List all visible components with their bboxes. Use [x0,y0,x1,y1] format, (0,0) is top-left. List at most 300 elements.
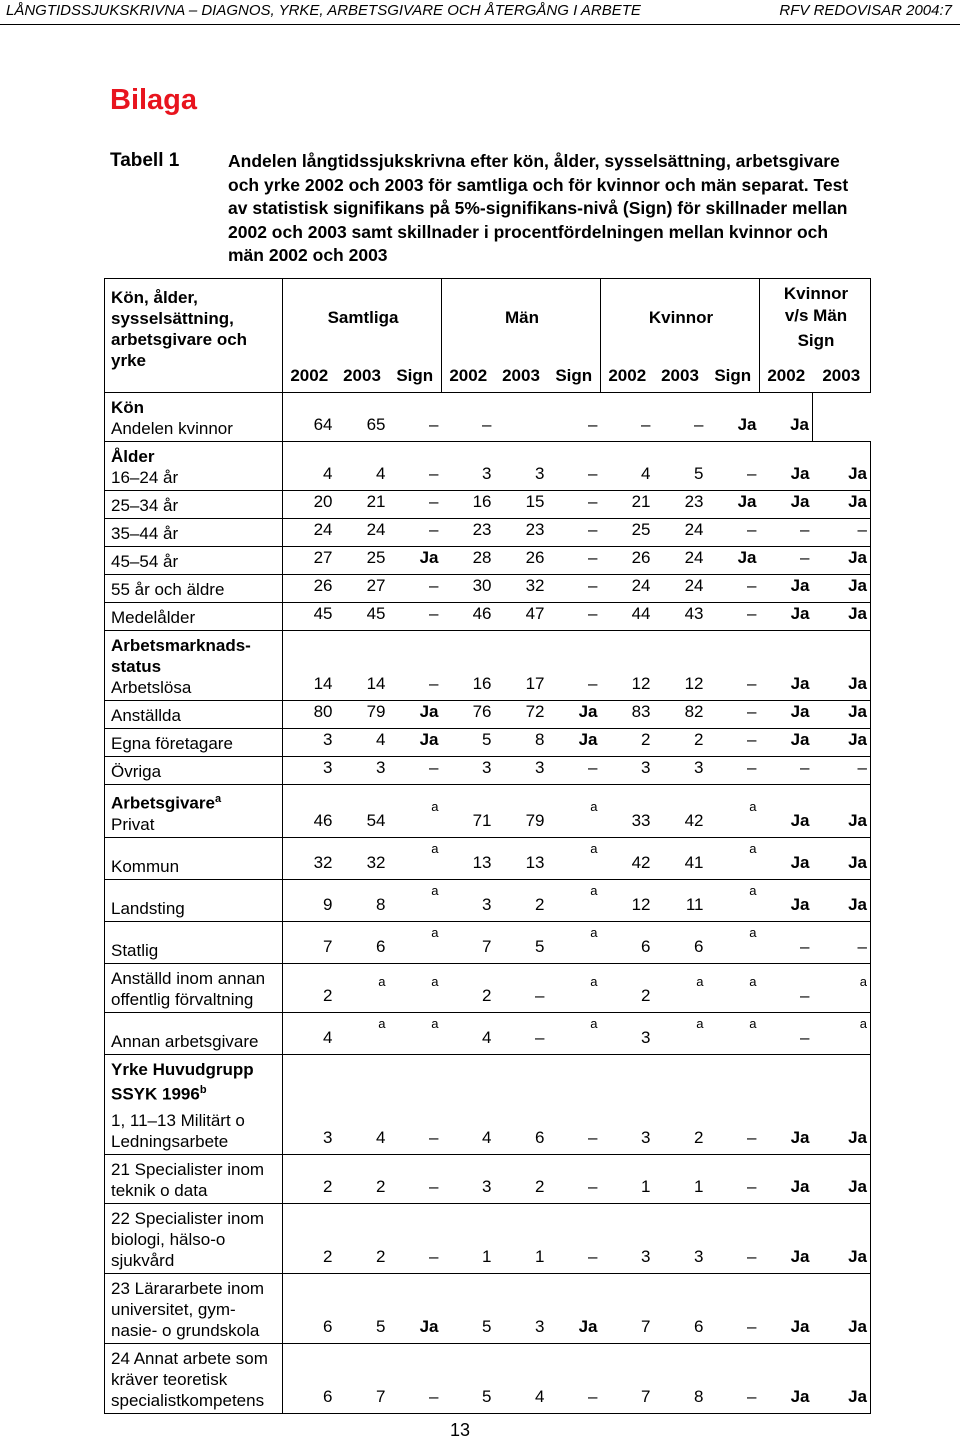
cell-value: – [760,757,813,785]
cell-value: 12 [654,631,707,701]
cell-value: 24 [654,519,707,547]
section-heading-text: Arbetsgivare [111,793,215,813]
year-header-sign: Sign [555,366,593,385]
cell-value: 7 [283,921,336,963]
row-label: 1, 11–13 Militärt o Ledningsarbete [111,1111,245,1152]
cell-value: – [548,603,601,631]
cell-value: – [548,1155,601,1204]
cell-value: 21 [601,491,654,519]
cell-value: Ja [760,785,813,838]
cell-value: 20 [283,491,336,519]
table-row [105,1274,871,1344]
row-label: 16–24 år [111,468,179,487]
row-label: Annan arbetsgivare [111,1031,259,1051]
cell-value: Ja [813,442,871,491]
cell-value: – [389,1155,442,1204]
section-heading [111,397,278,418]
row-label-cell [105,1155,283,1204]
row-label-cell [105,785,283,838]
row-label: Anställd inom annan offentlig förvaltning [111,968,266,1009]
table-row [105,1204,871,1274]
cell-value: – [707,729,760,757]
year-header-y2003: 2003 [502,366,540,385]
cell-value: Ja [760,631,813,701]
row-label: 22 Specialister inom biologi, hälso-o sjukvård [111,1209,265,1271]
cell-value: a [813,963,871,1012]
cell-value: – [389,1204,442,1274]
cell-value: 3 [283,1054,336,1155]
cell-value: Ja [813,491,871,519]
cell-value: 7 [336,1344,389,1414]
cell-value: Ja [760,1344,813,1414]
cell-value: – [707,1204,760,1274]
cell-value: 1 [495,1204,548,1274]
row-label: 21 Specialister inom teknik o data [111,1160,265,1201]
cell-value: – [760,963,813,1012]
cell-value: Ja [389,729,442,757]
header-kvinnor: Kvinnor [601,279,760,366]
cell-value: 44 [601,603,654,631]
cell-value: 23 [442,519,495,547]
cell-value: 13 [442,837,495,879]
header-samtliga: Samtliga [283,279,442,366]
cell-value: Ja [389,701,442,729]
cell-value: 6 [654,1274,707,1344]
cell-value: a [548,785,601,838]
running-header-report: RFV REDOVISAR 2004:7 [779,2,952,19]
header-kvinnor-vs-man [760,279,871,366]
cell-value: 32 [283,837,336,879]
row-label: Kommun [111,856,180,876]
cell-value: 3 [654,1204,707,1274]
cell-value: 9 [283,879,336,921]
table-row [105,519,871,547]
cell-value: 3 [442,879,495,921]
row-label-cell [105,879,283,921]
cell-value: 4 [336,442,389,491]
year-header-y2002: 2002 [601,365,654,393]
table-row [105,879,871,921]
cell-value: 64 [283,393,336,442]
cell-value: Ja [548,1274,601,1344]
row-label: 23 Lärararbete inom universitet, gym-nasie- o grundskola [111,1279,265,1341]
cell-value: Ja [813,879,871,921]
cell-value: – [760,519,813,547]
cell-value: 4 [442,1054,495,1155]
cell-value: – [495,963,548,1012]
row-label: Övriga [111,762,162,781]
header-man: Män [442,279,601,366]
cell-value: – [548,631,601,701]
row-label-cell [105,1344,283,1414]
row-label-cell [105,575,283,603]
row-label-cell [105,837,283,879]
cell-value: 32 [336,837,389,879]
cell-value: 71 [442,785,495,838]
cell-value: – [760,547,813,575]
data-table [104,278,871,1414]
row-label-cell [105,631,283,701]
year-header-y2002: 2002 [442,365,495,393]
row-label-cell [105,963,283,1012]
cell-value: Ja [389,1274,442,1344]
cell-value: a [389,963,442,1012]
row-label: Anställda [111,706,181,725]
cell-value: 32 [495,575,548,603]
cell-value: 46 [442,603,495,631]
cell-value: 12 [601,631,654,701]
cell-value: 3 [283,757,336,785]
cell-value: – [707,519,760,547]
cell-value: 11 [654,879,707,921]
cell-value: a [389,785,442,838]
cell-value: Ja [813,1155,871,1204]
row-label: Medelålder [111,608,196,627]
cell-value: 2 [442,963,495,1012]
cell-value: 3 [601,1012,654,1054]
cell-value: 25 [601,519,654,547]
cell-value: Ja [813,575,871,603]
cell-value: 4 [283,442,336,491]
footnote-marker: a [214,793,222,805]
cell-value: – [707,603,760,631]
cell-value: Ja [760,393,813,442]
year-header-y2003: 2003 [343,366,381,385]
cell-value: 4 [336,729,389,757]
row-label-cell [105,757,283,785]
running-header-title: LÅNGTIDSSJUKSKRIVNA – DIAGNOS, YRKE, ARBETSGIVARE OCH ÅTERGÅNG I ARBETE [6,2,641,19]
table-row [105,1054,871,1155]
cell-value: 12 [601,879,654,921]
cell-value: – [707,442,760,491]
table-label: Tabell 1 [110,150,180,171]
cell-value: 25 [336,547,389,575]
cell-value: Ja [760,1155,813,1204]
cell-value: Ja [548,701,601,729]
cell-value: 65 [336,393,389,442]
cell-value: – [548,393,601,442]
cell-value: 79 [495,785,548,838]
cell-value: 8 [654,1344,707,1414]
cell-value: 24 [654,547,707,575]
cell-value: 3 [601,1054,654,1155]
cell-value: – [707,575,760,603]
cell-value: 6 [336,921,389,963]
cell-value [495,393,548,442]
cell-value: 8 [336,879,389,921]
header-rule [0,24,960,25]
cell-value: 1 [442,1204,495,1274]
cell-value: a [707,785,760,838]
cell-value: – [548,442,601,491]
cell-value: 76 [442,701,495,729]
cell-value: 7 [442,921,495,963]
cell-value: Ja [760,491,813,519]
table-row [105,575,871,603]
cell-value: – [548,1204,601,1274]
cell-value: 5 [336,1274,389,1344]
cell-value: 24 [336,519,389,547]
cell-value: Ja [707,491,760,519]
cell-value: – [389,491,442,519]
cell-value: – [389,757,442,785]
cell-value: 45 [336,603,389,631]
cell-value: 2 [283,1155,336,1204]
cell-value: – [548,519,601,547]
cell-value: – [548,575,601,603]
table-row [105,921,871,963]
cell-value: 24 [283,519,336,547]
cell-value: a [389,921,442,963]
cell-value: – [707,701,760,729]
cell-value: 14 [283,631,336,701]
cell-value: a [548,837,601,879]
row-label: Landsting [111,898,185,918]
year-header-sign: Sign [396,366,434,385]
row-label: 25–34 år [111,496,179,515]
cell-value: 2 [495,879,548,921]
cell-value: 6 [283,1274,336,1344]
row-label: 35–44 år [111,524,179,543]
cell-value: 2 [654,1054,707,1155]
section-heading [111,1059,278,1111]
cell-value: Ja [813,785,871,838]
row-label: 55 år och äldre [111,580,225,599]
cell-value: 43 [654,603,707,631]
table-row [105,1012,871,1054]
row-label-cell [105,519,283,547]
cell-value: 45 [283,603,336,631]
cell-value: – [389,1344,442,1414]
cell-value: – [813,519,871,547]
cell-value: 13 [495,837,548,879]
cell-value: – [442,393,495,442]
table-header-row [105,279,871,366]
cell-value: – [548,547,601,575]
cell-value: – [707,631,760,701]
cell-value: Ja [813,1054,871,1155]
cell-value: 6 [283,1344,336,1414]
row-label-cell [105,1274,283,1344]
row-label-cell [105,547,283,575]
cell-value: – [389,519,442,547]
cell-value: 47 [495,603,548,631]
row-label-cell [105,1054,283,1155]
cell-value: Ja [760,729,813,757]
year-header-y2003: 2003 [813,365,871,393]
cell-value: – [707,1344,760,1414]
cell-value: a [548,1012,601,1054]
cell-value: 6 [654,921,707,963]
row-label-cell [105,603,283,631]
row-label: 45–54 år [111,552,179,571]
cell-value: 3 [654,757,707,785]
cell-value: – [760,1012,813,1054]
cell-value: 4 [601,442,654,491]
section-heading [111,789,278,814]
stub-header: Kön, ålder, sysselsättning, arbetsgivare och yrke [105,279,283,393]
cell-value: 6 [601,921,654,963]
cell-value: 2 [601,963,654,1012]
row-label: Statlig [111,940,159,960]
table-row [105,837,871,879]
table-row [105,963,871,1012]
row-label: Andelen kvinnor [111,419,233,438]
cell-value: 26 [495,547,548,575]
cell-value: 42 [654,785,707,838]
cell-value: – [389,603,442,631]
table-row [105,442,871,491]
cell-value: 3 [442,1155,495,1204]
cell-value: Ja [760,701,813,729]
cell-value: 24 [654,575,707,603]
cell-value: a [707,1012,760,1054]
cell-value: 42 [601,837,654,879]
cell-value: Ja [760,1204,813,1274]
cell-value: 17 [495,631,548,701]
cell-value: a [389,1012,442,1054]
table-row [105,491,871,519]
cell-value: Ja [760,575,813,603]
cell-value: 27 [336,575,389,603]
cell-value: 41 [654,837,707,879]
table-row [105,757,871,785]
row-label-cell [105,1012,283,1054]
cell-value: Ja [813,547,871,575]
cell-value: 5 [442,1344,495,1414]
cell-value: a [707,963,760,1012]
header-kvm-sign: Sign [797,331,835,350]
cell-value: 1 [654,1155,707,1204]
row-label: Arbetslösa [111,678,192,697]
cell-value: 7 [601,1274,654,1344]
cell-value: a [548,879,601,921]
cell-value: 27 [283,547,336,575]
cell-value: 5 [654,442,707,491]
cell-value: 82 [654,701,707,729]
cell-value: 2 [654,729,707,757]
year-header-y2002: 2002 [283,365,336,393]
cell-value: Ja [389,547,442,575]
cell-value: a [654,1012,707,1054]
cell-value: Ja [813,1274,871,1344]
cell-value: 2 [601,729,654,757]
cell-value: 6 [495,1054,548,1155]
cell-value: 14 [336,631,389,701]
empty-cell [813,393,871,442]
cell-value: 2 [283,963,336,1012]
cell-value: 3 [442,757,495,785]
cell-value: 4 [336,1054,389,1155]
cell-value: – [389,575,442,603]
cell-value: 2 [336,1204,389,1274]
cell-value: – [389,393,442,442]
cell-value: 2 [336,1155,389,1204]
table-caption: Andelen långtidssjukskrivna efter kön, ålder, sysselsättning, arbetsgivare och yrke 2002 och 2003 för samtliga och för kvinnor och män separat. Test av statistisk signifikans på 5%-signifikans-nivå (Sign) för skillnader mellan 2002 och 2003 samt skillnader i procentfördelningen mellan kvinnor och män 2002 och 2003 [228,151,849,265]
cell-value: – [548,1054,601,1155]
cell-value: 3 [601,1204,654,1274]
cell-value: Ja [760,603,813,631]
cell-value: 3 [283,729,336,757]
cell-value: – [707,1054,760,1155]
cell-value: 2 [495,1155,548,1204]
cell-value: a [654,963,707,1012]
cell-value: 26 [601,547,654,575]
cell-value: 28 [442,547,495,575]
section-heading-text: Kön [111,398,145,417]
cell-value: – [389,1054,442,1155]
section-heading [111,446,278,467]
cell-value: 3 [495,442,548,491]
cell-value: 3 [495,1274,548,1344]
cell-value: a [813,1012,871,1054]
cell-value: 23 [495,519,548,547]
page-number: 13 [450,1420,471,1440]
cell-value: 23 [654,491,707,519]
cell-value: 72 [495,701,548,729]
cell-value: a [707,879,760,921]
row-label-cell [105,393,283,442]
year-header-y2002: 2002 [760,365,813,393]
cell-value: – [813,757,871,785]
cell-value: Ja [760,837,813,879]
cell-value: – [707,1274,760,1344]
page-title: Bilaga [110,84,198,116]
cell-value: 1 [601,1155,654,1204]
cell-value: Ja [813,1204,871,1274]
footnote-marker: b [199,1083,207,1096]
cell-value: a [389,879,442,921]
year-header-y2003: 2003 [661,366,699,385]
table-row [105,1155,871,1204]
row-label-cell [105,442,283,491]
cell-value: 21 [336,491,389,519]
cell-value: 3 [336,757,389,785]
table-row [105,631,871,701]
cell-value: 7 [601,1344,654,1414]
table-row [105,1344,871,1414]
cell-value: – [760,921,813,963]
cell-value: a [707,837,760,879]
cell-value: a [336,1012,389,1054]
cell-value: – [601,393,654,442]
cell-value: Ja [707,393,760,442]
cell-value: 4 [495,1344,548,1414]
cell-value: 3 [495,757,548,785]
cell-value: – [707,757,760,785]
cell-value: 5 [495,921,548,963]
cell-value: 16 [442,491,495,519]
cell-value: a [548,921,601,963]
table-row [105,729,871,757]
cell-value: 4 [442,1012,495,1054]
cell-value: – [495,1012,548,1054]
row-label: Egna företagare [111,734,233,753]
cell-value: 3 [442,442,495,491]
cell-value: – [548,757,601,785]
cell-value: 2 [283,1204,336,1274]
table-row [105,785,871,838]
cell-value: 24 [601,575,654,603]
cell-value: – [389,631,442,701]
cell-value: Ja [813,631,871,701]
cell-value: Ja [760,879,813,921]
cell-value: 8 [495,729,548,757]
cell-value: 16 [442,631,495,701]
cell-value: Ja [813,837,871,879]
row-label: 24 Annat arbete som kräver teoretisk specialistkompetens [111,1349,268,1411]
cell-value: 5 [442,729,495,757]
